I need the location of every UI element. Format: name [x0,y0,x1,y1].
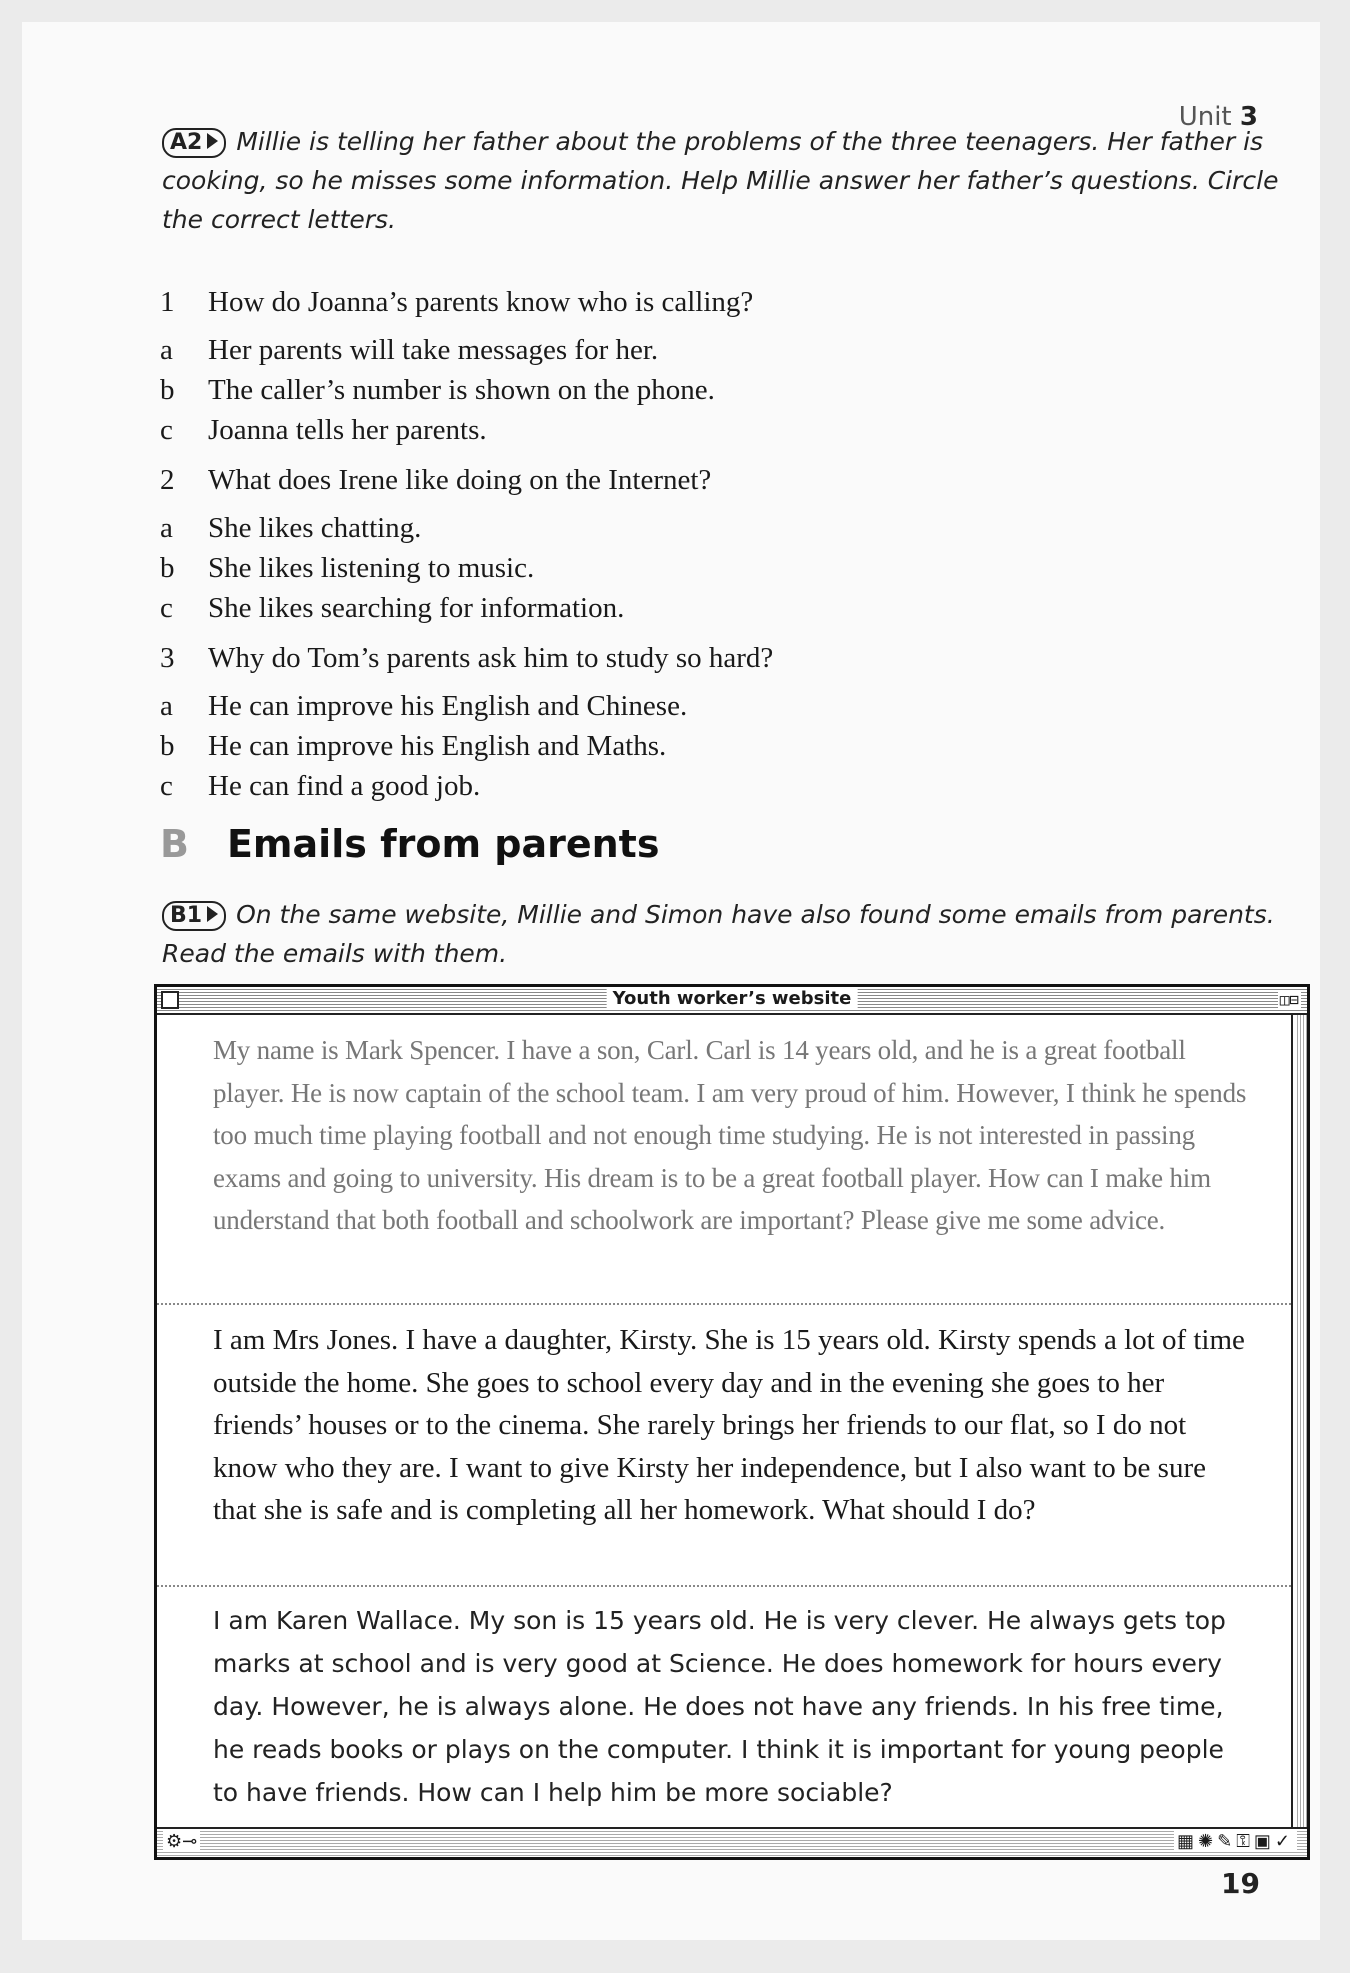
option-2b[interactable]: b She likes listening to music. [160,552,535,584]
section-letter: B [160,822,189,866]
a2-instruction-text: Millie is telling her father about the problems of the three teenagers. Her father is cooking, so he misses some information. Help Millie answer her father’s questions. Circle the correct letters. [162,127,1279,234]
question-text: Why do Tom’s parents ask him to study so hard? [208,642,774,674]
option-3a[interactable]: a He can improve his English and Chinese. [160,690,688,722]
play-arrow-icon [207,133,218,149]
window-content [157,1015,1293,1827]
page-number: 19 [1221,1867,1260,1900]
option-3b[interactable]: b He can improve his English and Maths. [160,730,667,762]
question-number: 2 [160,464,175,496]
unit-label-text: Unit [1178,102,1232,132]
option-3c[interactable]: c He can find a good job. [160,770,481,802]
option-1c[interactable]: c Joanna tells her parents. [160,414,487,446]
question-1 [160,282,1310,450]
question-number: 1 [160,286,175,318]
option-2c[interactable]: c She likes searching for information. [160,592,625,624]
section-title: Emails from parents [226,822,660,866]
play-arrow-icon [207,906,218,922]
b1-badge: B1 [162,901,226,931]
close-box-icon[interactable] [161,991,179,1009]
question-list [160,282,1310,806]
status-icons[interactable]: ▦✺✎⚿▣✓ [1174,1831,1297,1852]
window-titlebar[interactable] [157,987,1307,1015]
question-text: What does Irene like doing on the Internet? [208,464,712,496]
question-number: 3 [160,642,175,674]
zoom-box-icon[interactable]: ◫⊟ [1279,990,1299,1009]
question-2 [160,460,1310,628]
option-1a[interactable]: a Her parents will take messages for her. [160,334,659,366]
workbook-page [22,22,1320,1940]
option-1b[interactable]: b The caller’s number is shown on the phone. [160,374,715,406]
a2-badge: A2 [162,128,226,158]
email-mark-spencer: My name is Mark Spencer. I have a son, Carl. Carl is 14 years old, and he is a great football player. He is now captain of the school team. I am very proud of him. However, I think he spends too much time playing football and not enough time studying. He is not interested in passing exams and going to university. His dream is to be a great football player. How can I make him understand that both football and schoolwork are important? Please give me some advice. [157,1015,1291,1305]
b1-instruction [162,895,1312,973]
email-mrs-jones: I am Mrs Jones. I have a daughter, Kirsty. She is 15 years old. Kirsty spends a lot of time outside the home. She goes to school every day and in the evening she goes to her friends’ houses or to the cinema. She rarely brings her friends to our flat, so I do not know who they are. I want to give Kirsty her independence, but I also want to be sure that she is safe and is completing all her homework. What should I do? [157,1305,1291,1587]
question-text: How do Joanna’s parents know who is calling? [208,286,754,318]
b1-instruction-text: On the same website, Millie and Simon have also found some emails from parents. Read the emails with them. [162,900,1275,968]
window-statusbar [157,1827,1307,1857]
website-window [154,984,1310,1860]
question-3 [160,638,1310,806]
section-b-heading [160,822,659,866]
email-karen-wallace: I am Karen Wallace. My son is 15 years old. He is very clever. He always gets top marks at school and is very good at Science. He does homework for hours every day. However, he is always alone. He does not have any friends. In his free time, he reads books or plays on the computer. I think it is important for young people to have friends. How can I help him be more sociable? [213,1606,1226,1807]
option-2a[interactable]: a She likes chatting. [160,512,422,544]
window-title: Youth worker’s website [607,988,858,1010]
unit-number: 3 [1239,102,1258,132]
a2-instruction [162,122,1312,239]
tools-icon[interactable]: ⚙⊸ [163,1831,200,1852]
vertical-scrollbar[interactable] [1295,1015,1307,1827]
